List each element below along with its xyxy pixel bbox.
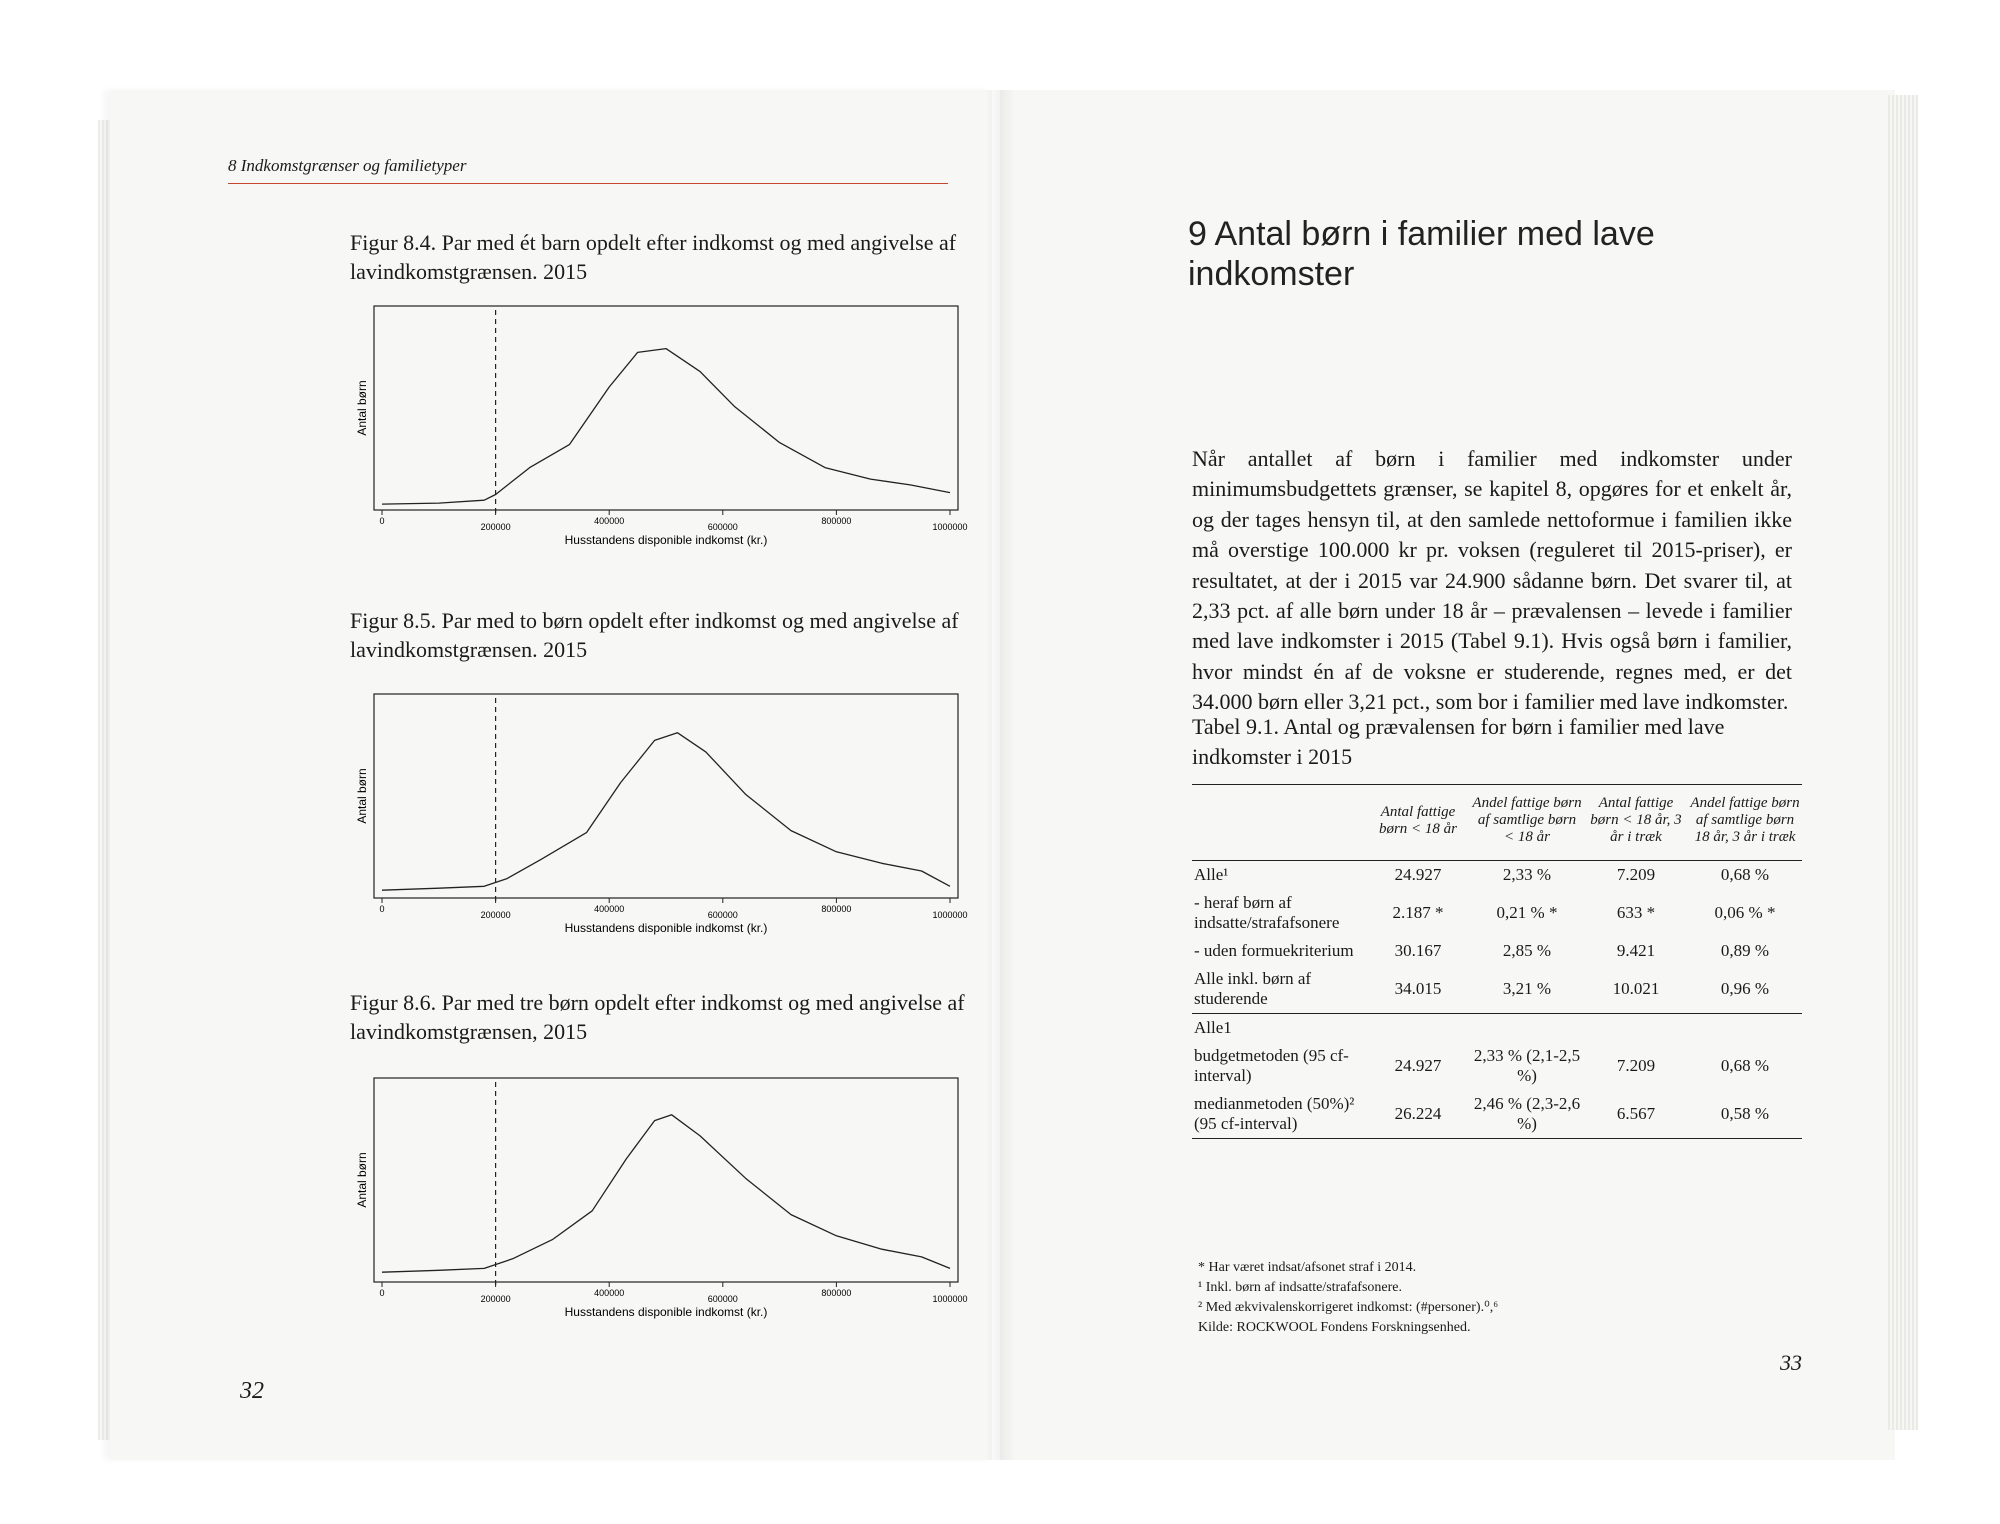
x-axis-label: Husstandens disponible indkomst (kr.): [564, 1305, 768, 1319]
table-source: Kilde: ROCKWOOL Fondens Forskningsenhed.: [1198, 1320, 1471, 1335]
table-9-1: [1192, 784, 1802, 1139]
x-tick-label: 400000: [594, 516, 625, 526]
table-cell: 6.567: [1584, 1090, 1688, 1139]
x-tick-label: 1000000: [932, 522, 968, 532]
table-cell: [1688, 1014, 1802, 1043]
book-gutter: [985, 90, 1015, 1460]
footnote: ² Med ækvivalenskorrigeret indkomst: (#personer).⁰,⁶: [1198, 1300, 1499, 1315]
y-axis-label: Antal børn: [355, 1152, 369, 1208]
table-cell: 0,96 %: [1720, 979, 1770, 998]
figure-caption-8-5: Figur 8.5. Par med to børn opdelt efter indkomst og med angivelse af lavindkomstgrænsen. 2015: [350, 608, 959, 662]
x-tick-label: 600000: [707, 910, 738, 920]
table-row: [1192, 1014, 1802, 1043]
x-tick-label: 1000000: [932, 910, 968, 920]
figure-caption-8-4: Figur 8.4. Par med ét barn opdelt efter indkomst og med angivelse af lavindkomstgrænsen. 2015: [350, 230, 957, 284]
table-cell: 9.421: [1616, 941, 1656, 960]
table-row: [1192, 889, 1802, 937]
x-tick-label: 0: [379, 904, 385, 914]
table-cell: 34.015: [1394, 979, 1442, 998]
x-tick-label: 400000: [594, 904, 625, 914]
table-cell: [1366, 1014, 1470, 1043]
table-cell: 0,68 %: [1720, 865, 1770, 884]
table-cell: 0,89 %: [1720, 941, 1770, 960]
table-caption: Tabel 9.1. Antal og prævalensen for børn i familier med lave indkomster i 2015: [1192, 714, 1725, 769]
footnote: * Har været indsat/afsonet straf i 2014.: [1198, 1260, 1417, 1275]
x-tick-label: 400000: [594, 1288, 625, 1298]
x-tick-label: 800000: [821, 1288, 852, 1298]
y-axis-label: Antal børn: [355, 768, 369, 824]
table-cell: medianmetoden (50%)² (95 cf-interval): [1192, 1090, 1366, 1139]
table-cell: 2.187 *: [1392, 903, 1444, 922]
density-line: [382, 733, 950, 891]
page-edge-right: [1888, 95, 1918, 1430]
table-cell: Alle inkl. børn af studerende: [1194, 969, 1312, 1008]
body-paragraph: Når antallet af børn i familier med indkomster under minimumsbudgettets grænser, se kapitel 8, opgøres for et enkelt år, og der tages hensyn til, at den samlede nettoformue i familien ikke må overstige 100.000 kr pr. voksen (reguleret til 2015-priser), er resultatet, at der i 2015 var 24.900 sådanne børn. Det svarer til, at 2,33 pct. af alle børn under 18 år – prævalensen – levede i familier med lave indkomster i 2015 (Tabel 9.1). Hvis også børn i familier, hvor mindst én af de voksne er studerende, regnes med, er det 34.000 børn eller 3,21 pct., som bor i familier med lave indkomster.: [1192, 446, 1792, 715]
density-line: [382, 349, 950, 505]
table-row: [1192, 1042, 1802, 1090]
plot-frame: [374, 1078, 958, 1282]
table-header-cell: Antal fattige børn < 18 år: [1378, 803, 1458, 837]
table-cell: 0,06 % *: [1714, 903, 1776, 922]
table-footnotes: [1198, 1258, 1798, 1338]
table-cell: 633 *: [1616, 903, 1656, 922]
table-cell: 0,68 %: [1720, 1056, 1770, 1075]
table-cell: 2,33 % (2,1-2,5 %): [1473, 1046, 1581, 1085]
table-row: [1192, 861, 1802, 890]
x-tick-label: 0: [379, 516, 385, 526]
table-header-cell: [1192, 785, 1366, 861]
running-head: 8 Indkomstgrænser og familietyper: [228, 156, 467, 175]
figure-8-5-chart: [350, 688, 970, 948]
table-header-cell: Antal fattige børn < 18 år, 3 år i træk: [1590, 795, 1682, 845]
x-axis-label: Husstandens disponible indkomst (kr.): [564, 533, 768, 547]
table-cell: [1584, 1014, 1688, 1043]
plot-frame: [374, 694, 958, 898]
table-cell: budgetmetoden (95 cf-interval): [1194, 1046, 1349, 1085]
table-cell: 30.167: [1394, 941, 1442, 960]
right-page: [1000, 90, 1895, 1460]
x-tick-label: 200000: [480, 910, 511, 920]
density-line: [382, 1115, 950, 1272]
footnote: ¹ Inkl. børn af indsatte/strafafsonere.: [1198, 1280, 1403, 1295]
x-tick-label: 600000: [707, 522, 738, 532]
x-tick-label: 800000: [821, 516, 852, 526]
table-cell: 24.927: [1394, 865, 1442, 884]
figure-8-4-chart: [350, 300, 970, 560]
y-axis-label: Antal børn: [355, 380, 369, 436]
table-row: [1192, 937, 1802, 965]
table-cell: 10.021: [1612, 979, 1660, 998]
table-cell: [1470, 1014, 1584, 1043]
x-tick-label: 600000: [707, 1294, 738, 1304]
figure-caption-8-6: Figur 8.6. Par med tre børn opdelt efter indkomst og med angivelse af lavindkomstgrænsen, 2015: [350, 990, 965, 1044]
table-cell: 7.209: [1616, 865, 1656, 884]
table-cell: 0,58 %: [1688, 1090, 1802, 1139]
table-row: [1192, 1090, 1802, 1139]
running-head-rule: [228, 183, 948, 184]
table-cell: 2,33 %: [1502, 865, 1552, 884]
figure-8-6-chart: [350, 1072, 970, 1332]
table-cell: 0,21 % *: [1496, 903, 1558, 922]
x-tick-label: 200000: [480, 522, 511, 532]
table-header-cell: Andel fattige børn af samtlige børn 18 år, 3 år i træk: [1690, 795, 1800, 845]
table-cell: Alle¹: [1194, 865, 1229, 884]
x-axis-label: Husstandens disponible indkomst (kr.): [564, 921, 768, 935]
table-cell: - heraf børn af indsatte/strafafsonere: [1194, 893, 1340, 932]
x-tick-label: 200000: [480, 1294, 511, 1304]
x-tick-label: 0: [379, 1288, 385, 1298]
chapter-title: 9 Antal børn i familier med lave indkomster: [1188, 215, 1655, 293]
x-tick-label: 800000: [821, 904, 852, 914]
table-cell: 3,21 %: [1502, 979, 1552, 998]
table-cell: 26.224: [1366, 1090, 1470, 1139]
table-cell: 2,85 %: [1502, 941, 1552, 960]
table-cell: 24.927: [1394, 1056, 1442, 1075]
page-number-right: 33: [1780, 1350, 1802, 1375]
table-header-row: [1192, 785, 1802, 861]
table-header-cell: Andel fattige børn af samtlige børn < 18 år: [1472, 795, 1582, 845]
table-cell: 7.209: [1616, 1056, 1656, 1075]
table-cell: 2,46 % (2,3-2,6 %): [1470, 1090, 1584, 1139]
table-row: [1192, 965, 1802, 1014]
table-cell: - uden formuekriterium: [1194, 941, 1354, 960]
table-cell: Alle1: [1192, 1014, 1366, 1043]
x-tick-label: 1000000: [932, 1294, 968, 1304]
page-number-left: 32: [240, 1378, 264, 1404]
